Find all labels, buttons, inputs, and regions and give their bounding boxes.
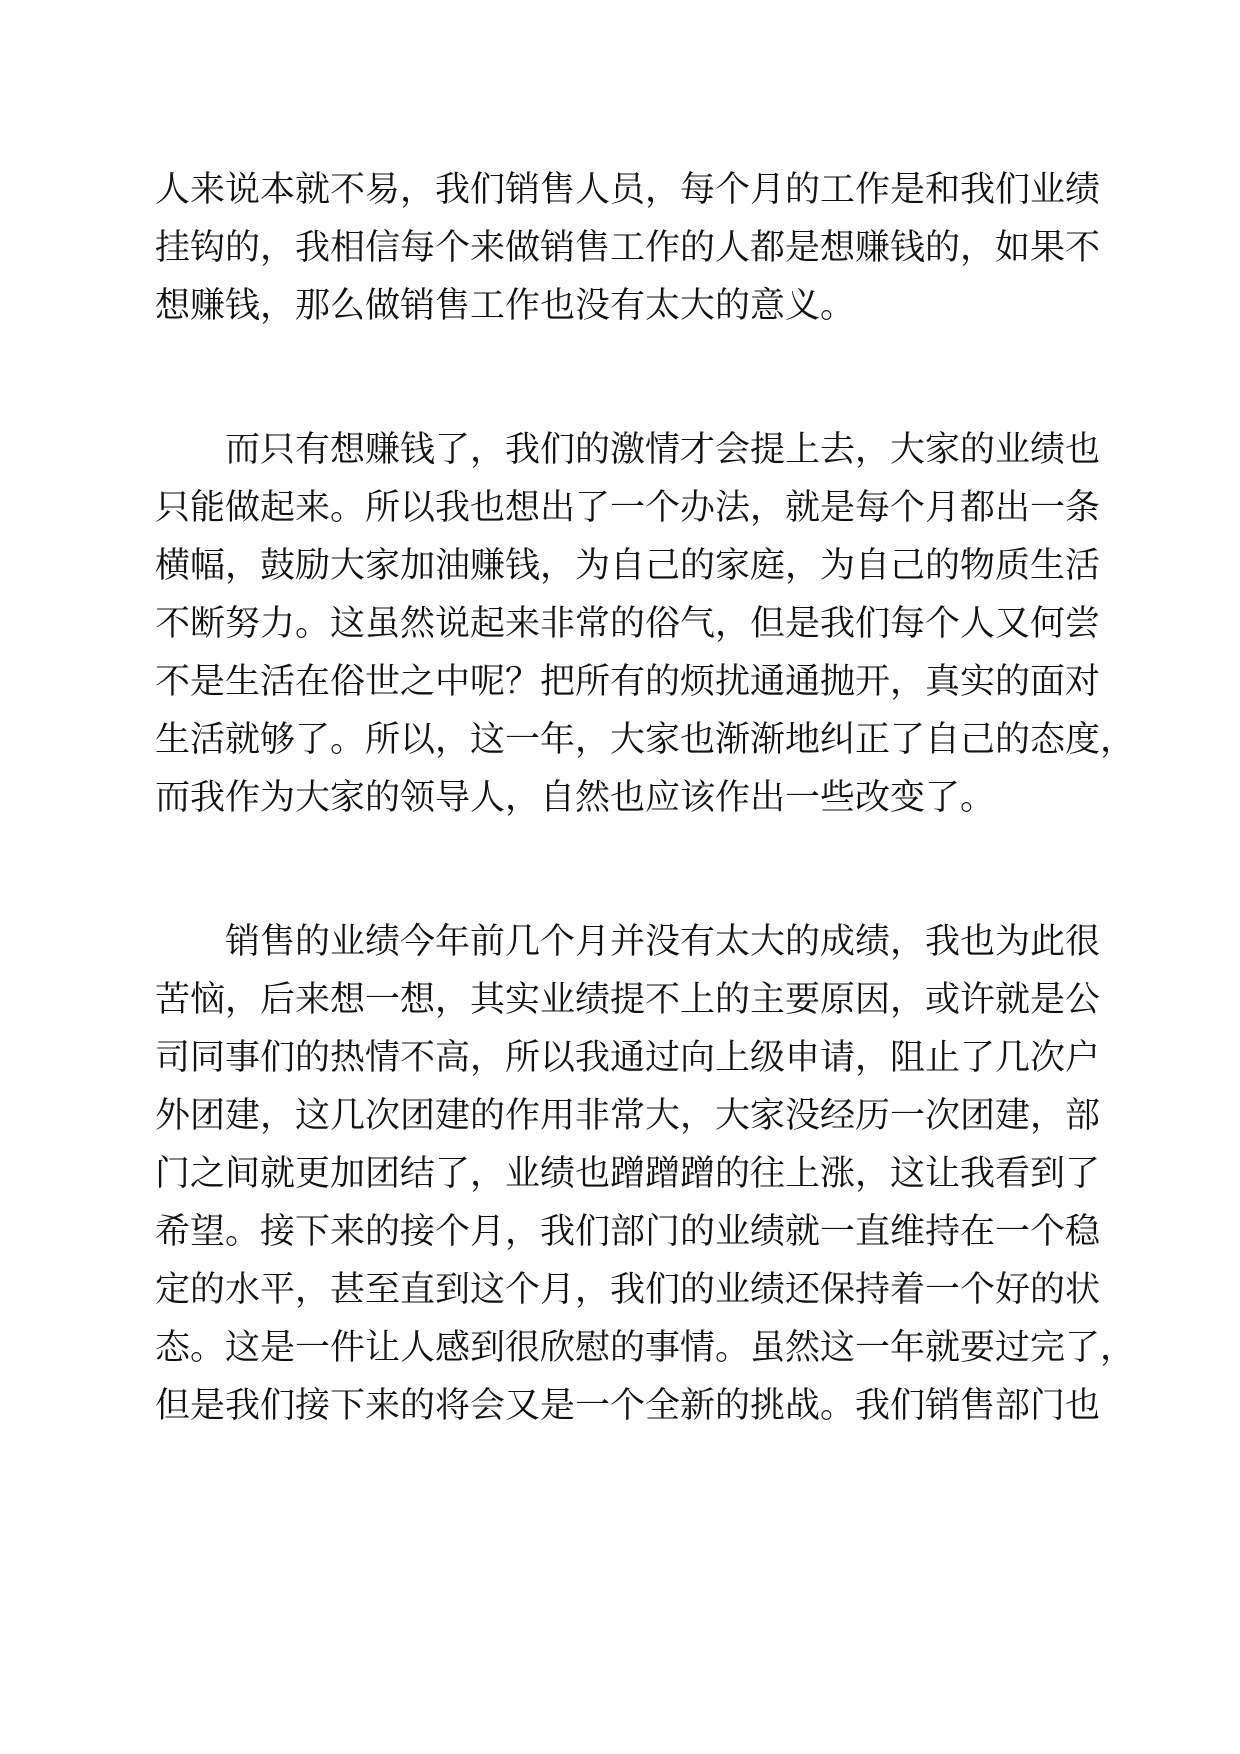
text-line: 外团建，这几次团建的作用非常大，大家没经历一次团建，部 [155, 1096, 1101, 1136]
text-line: 希望。接下来的接个月，我们部门的业绩就一直维持在一个稳 [155, 1212, 1101, 1252]
text-line: 生活就够了。所以，这一年，大家也渐渐地纠正了自己的态度， [155, 720, 1136, 760]
text-line: 只能做起来。所以我也想出了一个办法，就是每个月都出一条 [155, 488, 1101, 528]
text-line: 但是我们接下来的将会又是一个全新的挑战。我们销售部门也 [155, 1386, 1101, 1426]
text-line: 态。这是一件让人感到很欣慰的事情。虽然这一年就要过完了， [155, 1328, 1136, 1368]
text-line: 苦恼，后来想一想，其实业绩提不上的主要原因，或许就是公 [155, 980, 1101, 1020]
text-line: 门之间就更加团结了，业绩也蹭蹭蹭的往上涨，这让我看到了 [155, 1154, 1101, 1194]
text-line: 不断努力。这虽然说起来非常的俗气，但是我们每个人又何尝 [155, 604, 1101, 644]
text-line: 定的水平，甚至直到这个月，我们的业绩还保持着一个好的状 [155, 1270, 1101, 1310]
text-line: 销售的业绩今年前几个月并没有太大的成绩，我也为此很 [225, 922, 1101, 962]
text-line: 想赚钱，那么做销售工作也没有太大的意义。 [155, 286, 856, 326]
text-line: 而只有想赚钱了，我们的激情才会提上去，大家的业绩也 [225, 430, 1101, 470]
text-line: 不是生活在俗世之中呢？把所有的烦扰通通抛开，真实的面对 [155, 662, 1101, 702]
text-line: 而我作为大家的领导人，自然也应该作出一些改变了。 [155, 778, 996, 818]
text-line: 挂钩的，我相信每个来做销售工作的人都是想赚钱的，如果不 [155, 228, 1101, 268]
text-line: 横幅，鼓励大家加油赚钱，为自己的家庭，为自己的物质生活 [155, 546, 1101, 586]
text-line: 人来说本就不易，我们销售人员，每个月的工作是和我们业绩 [155, 170, 1101, 210]
text-line: 司同事们的热情不高，所以我通过向上级申请，阻止了几次户 [155, 1038, 1101, 1078]
